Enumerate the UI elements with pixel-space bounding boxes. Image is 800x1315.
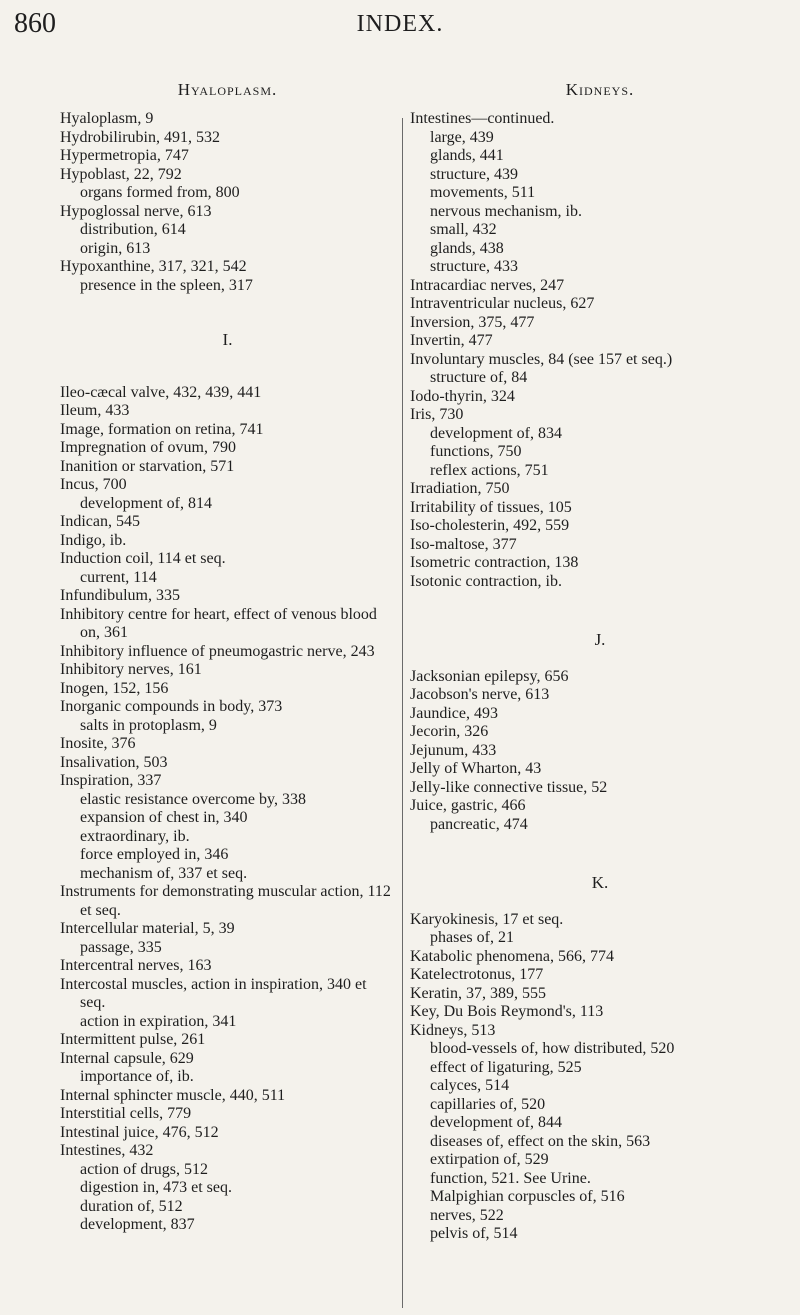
page-number: 860 [14, 8, 56, 39]
index-entry: Internal sphincter muscle, 440, 511 [60, 1086, 286, 1104]
index-entry: development of, 844 [430, 1114, 562, 1131]
index-entry: Iso-cholesterin, 492, 559 [410, 517, 570, 534]
index-entry: pancreatic, 474 [430, 815, 528, 833]
left-column [60, 70, 395, 1235]
left-running-head: Hyaloplasm. [177, 80, 278, 99]
index-entry: Inhibitory influence of pneumogastric nerve, 243 [60, 642, 375, 660]
index-entry: effect of ligaturing, 525 [430, 1058, 582, 1076]
index-entry: Hyaloplasm, 9 [60, 110, 154, 127]
index-entry: Ileum, 433 [60, 402, 130, 419]
index-entry: Hypoblast, 22, 792 [60, 165, 182, 183]
index-entry: Intercentral nerves, 163 [60, 957, 212, 974]
index-entry: Infundibulum, 335 [60, 587, 180, 604]
index-entry: Jaundice, 493 [410, 704, 498, 722]
page-heading: INDEX. [356, 11, 444, 37]
index-entry: Inhibitory centre for heart, effect of venous blood on, 361 [60, 605, 377, 641]
section-letter-j: J. [594, 630, 606, 649]
index-entry: Involuntary muscles, 84 (see 157 et seq.) [410, 350, 673, 368]
index-entry: Inorganic compounds in body, 373 [60, 698, 283, 715]
index-entry: Indican, 545 [60, 513, 140, 530]
index-entry: function, 521. See Urine. [430, 1169, 591, 1187]
index-entry: development of, 834 [430, 424, 562, 442]
left-entries-h [60, 110, 395, 295]
index-entry: presence in the spleen, 317 [80, 276, 253, 294]
index-entry: Intermittent pulse, 261 [60, 1031, 206, 1048]
index-entry: Impregnation of ovum, 790 [60, 439, 236, 456]
right-running-head: Kidneys. [565, 80, 635, 99]
index-entry: action in expiration, 341 [80, 1012, 237, 1030]
index-entry: Image, formation on retina, 741 [60, 420, 264, 438]
right-entries-i-continued [410, 110, 790, 591]
index-entry: Intraventricular nucleus, 627 [410, 295, 595, 312]
index-entry: current, 114 [80, 568, 157, 586]
index-entry: Ileo-cæcal valve, 432, 439, 441 [60, 383, 262, 401]
index-entry: large, 439 [430, 128, 494, 146]
index-entry: action of drugs, 512 [80, 1160, 208, 1178]
index-entry: Jacobson's nerve, 613 [410, 686, 550, 703]
index-entry: Jacksonian epilepsy, 656 [410, 667, 569, 685]
index-entry: Incus, 700 [60, 476, 127, 493]
index-entry: Intestines, 432 [60, 1142, 154, 1159]
index-entry: development, 837 [80, 1216, 195, 1233]
index-entry: Jejunum, 433 [410, 741, 497, 759]
index-entry: expansion of chest in, 340 [80, 809, 248, 826]
index-entry: Hydrobilirubin, 491, 532 [60, 128, 220, 146]
index-entry: Jecorin, 326 [410, 723, 489, 740]
index-entry: mechanism of, 337 et seq. [80, 864, 248, 882]
index-entry: glands, 441 [430, 147, 504, 164]
index-entry: functions, 750 [430, 443, 522, 460]
index-entry: nerves, 522 [430, 1206, 504, 1224]
left-entries-i [60, 384, 395, 1235]
index-entry: Instruments for demonstrating muscular action, 112 et seq. [60, 883, 391, 919]
index-entry: Iso-maltose, 377 [410, 535, 517, 553]
index-entry: structure, 433 [430, 258, 518, 275]
index-entry: salts in protoplasm, 9 [80, 716, 217, 734]
index-entry: structure of, 84 [430, 369, 528, 386]
index-entry: Irritability of tissues, 105 [410, 498, 572, 516]
index-entry: Induction coil, 114 et seq. [60, 550, 226, 567]
index-entry: diseases of, effect on the skin, 563 [430, 1132, 651, 1150]
index-entry: elastic resistance overcome by, 338 [80, 790, 306, 808]
index-entry: Irradiation, 750 [410, 480, 510, 497]
index-entry: Inogen, 152, 156 [60, 679, 169, 697]
right-entries-k [410, 911, 790, 1244]
index-entry: phases of, 21 [430, 929, 514, 946]
column-divider [402, 118, 403, 1308]
index-entry: Juice, gastric, 466 [410, 797, 526, 814]
index-entry: origin, 613 [80, 239, 151, 257]
index-entry: Inanition or starvation, 571 [60, 457, 235, 475]
index-entry: passage, 335 [80, 938, 162, 956]
index-entry: Intestines—continued. [410, 110, 555, 127]
index-entry: digestion in, 473 et seq. [80, 1179, 232, 1196]
index-entry: Invertin, 477 [410, 332, 493, 349]
index-entry: extirpation of, 529 [430, 1151, 549, 1168]
index-entry: calyces, 514 [430, 1077, 510, 1094]
index-entry: Insalivation, 503 [60, 753, 168, 771]
index-entry: blood-vessels of, how distributed, 520 [430, 1040, 675, 1057]
index-entry: Intestinal juice, 476, 512 [60, 1123, 219, 1141]
index-entry: Isotonic contraction, ib. [410, 572, 562, 590]
index-entry: development of, 814 [80, 494, 212, 512]
index-entry: Isometric contraction, 138 [410, 554, 579, 571]
index-entry: glands, 438 [430, 239, 504, 257]
right-column [410, 70, 790, 1244]
index-entry: Inspiration, 337 [60, 772, 162, 789]
index-entry: Hypermetropia, 747 [60, 147, 189, 164]
section-letter-i: I. [222, 330, 233, 349]
index-entry: nervous mechanism, ib. [430, 202, 582, 220]
index-entry: Kidneys, 513 [410, 1021, 496, 1039]
index-entry: Iris, 730 [410, 406, 464, 423]
index-entry: Indigo, ib. [60, 531, 127, 549]
index-entry: Inosite, 376 [60, 735, 136, 752]
index-entry: extraordinary, ib. [80, 827, 190, 845]
index-entry: Inhibitory nerves, 161 [60, 661, 202, 678]
index-entry: Intercellular material, 5, 39 [60, 920, 235, 937]
section-letter-k: K. [591, 873, 609, 892]
index-entry: Malpighian corpuscles of, 516 [430, 1188, 625, 1205]
index-entry: Iodo-thyrin, 324 [410, 387, 515, 405]
index-entry: Internal capsule, 629 [60, 1049, 194, 1067]
index-entry: Intracardiac nerves, 247 [410, 276, 565, 294]
index-entry: duration of, 512 [80, 1197, 183, 1215]
index-entry: reflex actions, 751 [430, 461, 549, 479]
index-entry: Katabolic phenomena, 566, 774 [410, 947, 614, 965]
index-entry: Key, Du Bois Reymond's, 113 [410, 1003, 604, 1020]
index-entry: Keratin, 37, 389, 555 [410, 984, 546, 1002]
index-entry: small, 432 [430, 221, 497, 238]
index-entry: Inversion, 375, 477 [410, 313, 535, 331]
index-entry: Intercostal muscles, action in inspiration, 340 et seq. [60, 975, 367, 1011]
index-entry: force employed in, 346 [80, 846, 229, 863]
index-entry: pelvis of, 514 [430, 1225, 518, 1242]
index-entry: capillaries of, 520 [430, 1095, 546, 1113]
index-entry: Jelly of Wharton, 43 [410, 760, 542, 777]
index-entry: Hypoglossal nerve, 613 [60, 202, 212, 220]
index-entry: movements, 511 [430, 184, 536, 201]
index-entry: Katelectrotonus, 177 [410, 966, 544, 983]
right-entries-j [410, 668, 790, 835]
index-entry: structure, 439 [430, 165, 518, 183]
index-entry: Karyokinesis, 17 et seq. [410, 910, 564, 928]
index-entry: distribution, 614 [80, 221, 186, 238]
index-entry: organs formed from, 800 [80, 184, 240, 201]
index-entry: Jelly-like connective tissue, 52 [410, 778, 608, 796]
index-entry: importance of, ib. [80, 1068, 194, 1085]
index-entry: Interstitial cells, 779 [60, 1105, 192, 1122]
index-entry: Hypoxanthine, 317, 321, 542 [60, 258, 247, 275]
